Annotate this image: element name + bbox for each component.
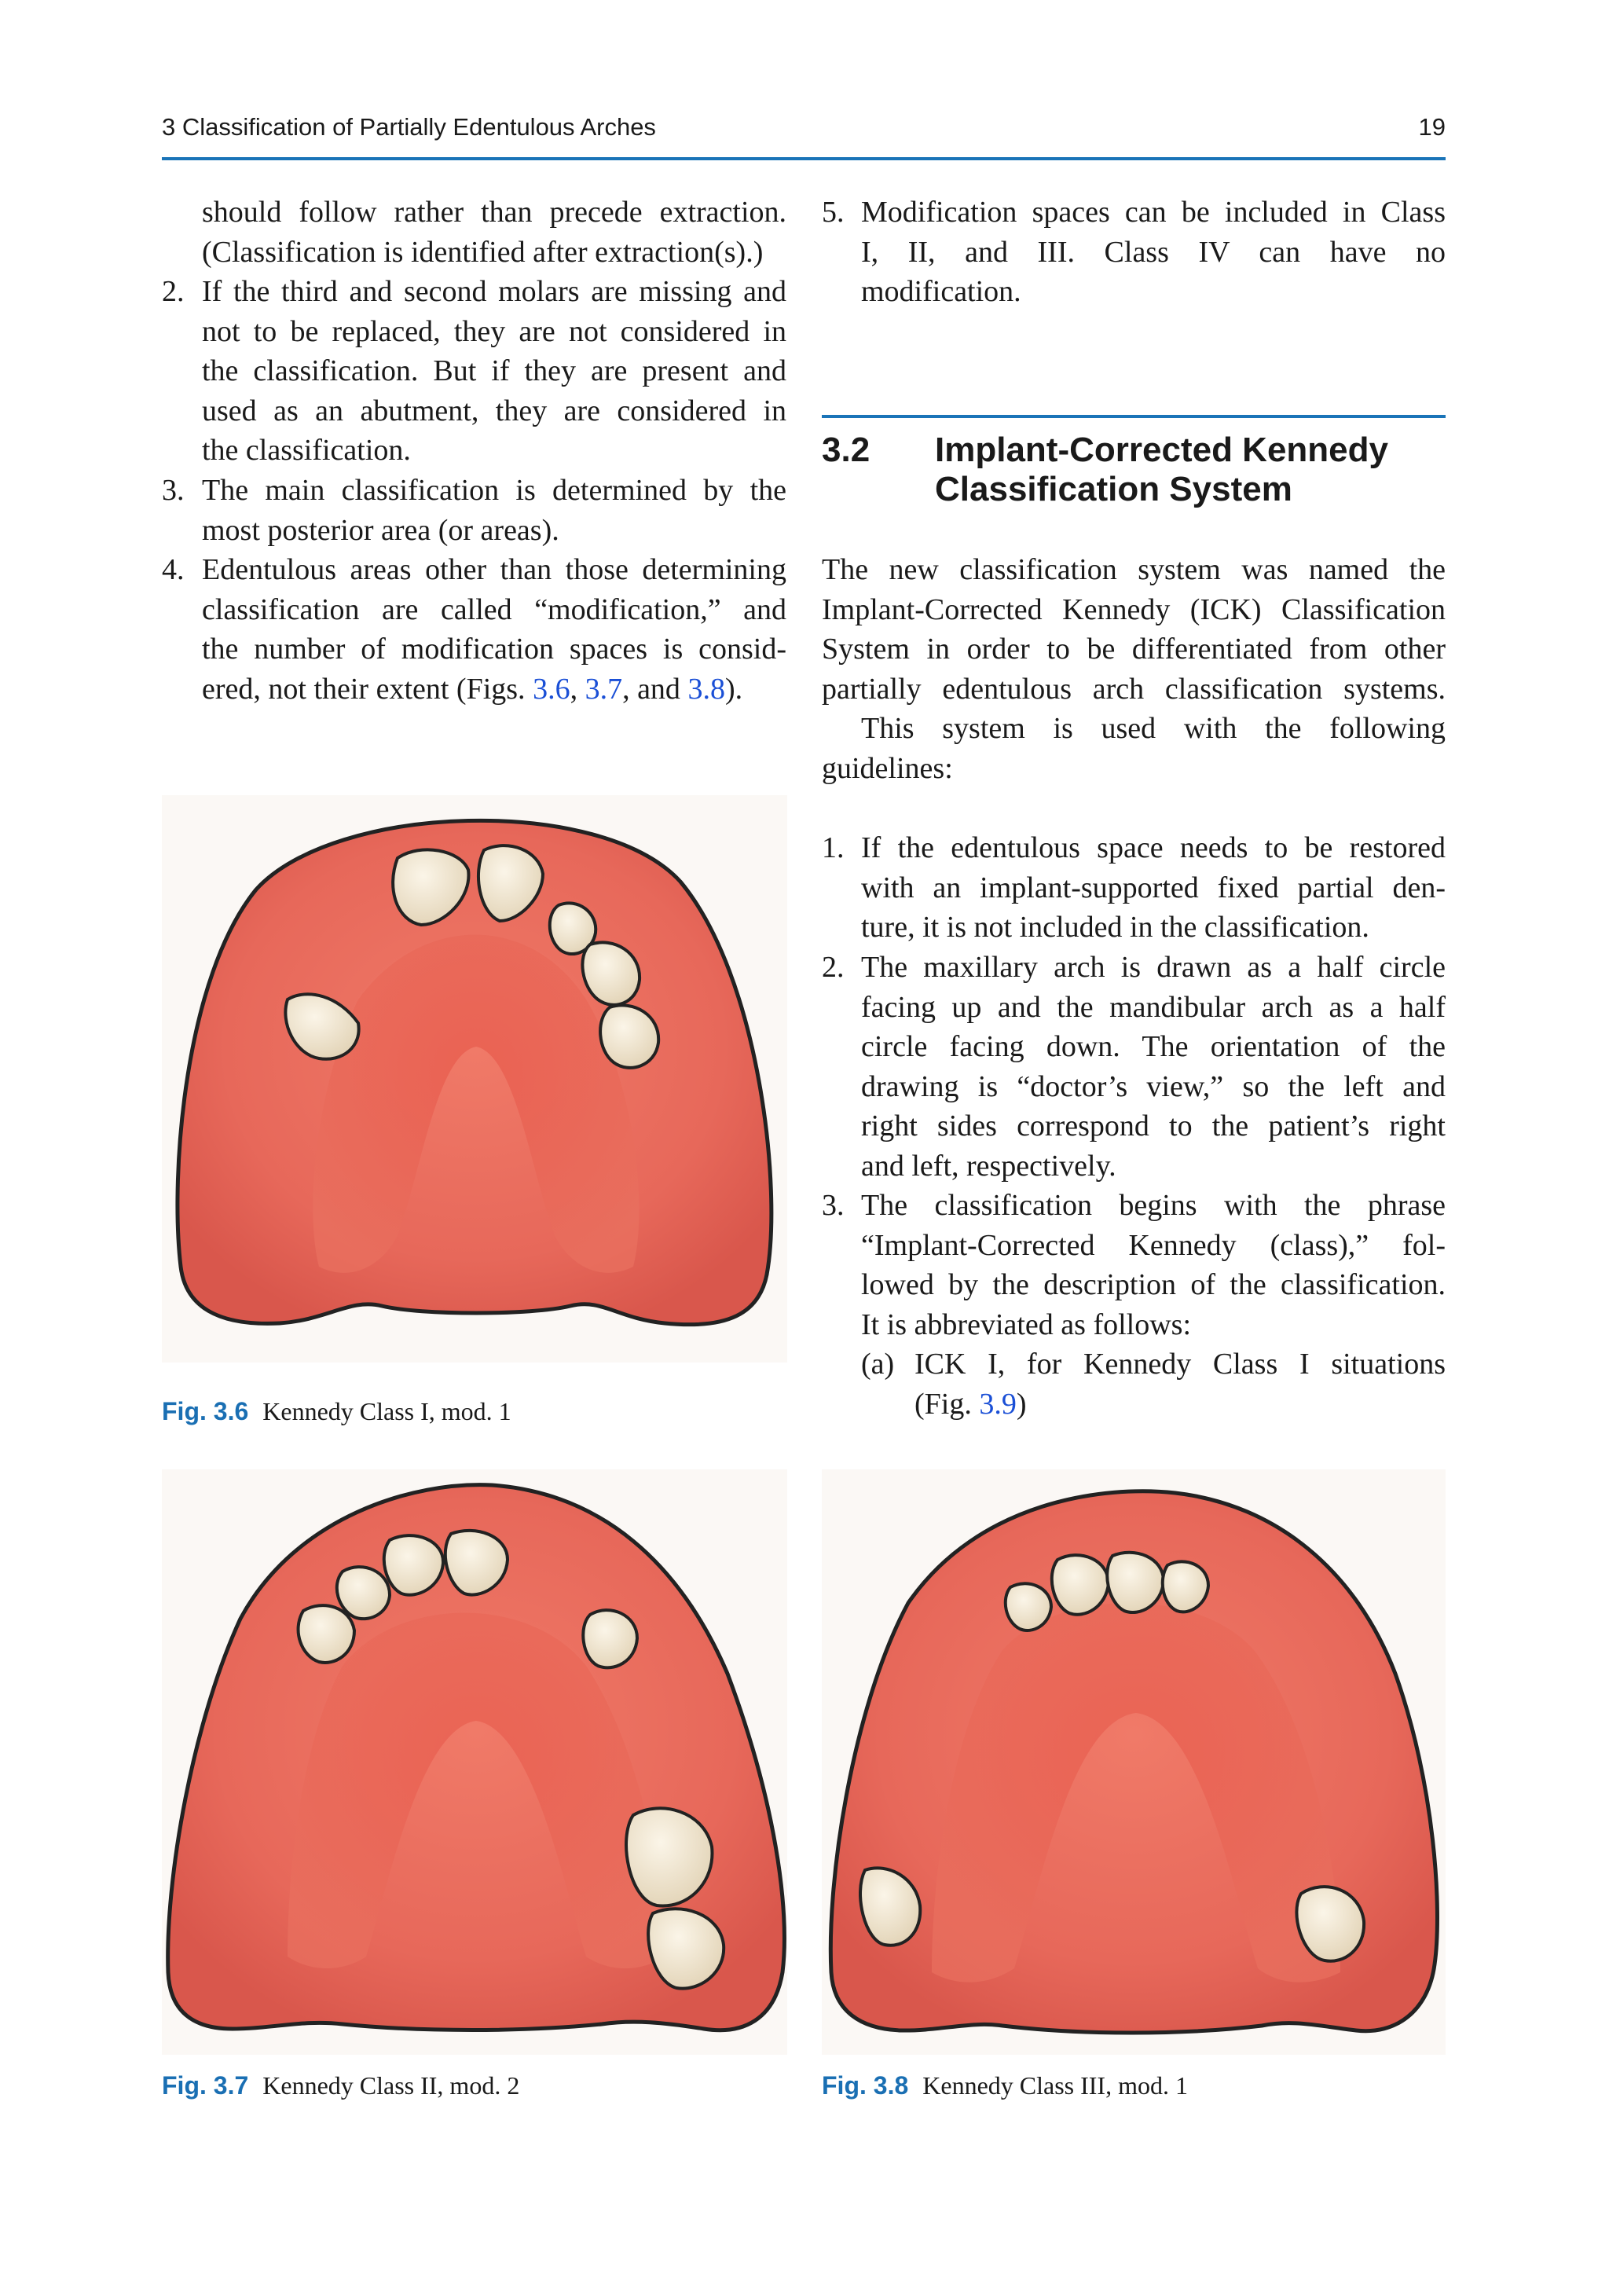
figure-link-3-6[interactable]: 3.6 bbox=[533, 672, 570, 706]
running-header bbox=[162, 110, 1446, 160]
text-line: and left, respectively. bbox=[861, 1149, 1116, 1183]
figure-3-6-illustration bbox=[162, 795, 787, 1363]
text-line: guidelines: bbox=[822, 751, 953, 785]
text-line: Implant-Corrected Kennedy (ICK) Classification bbox=[822, 592, 1446, 626]
text-line: Modification spaces can be included in Class bbox=[861, 196, 1446, 229]
tooth bbox=[384, 1535, 443, 1595]
list-number: 4. bbox=[162, 553, 185, 586]
text-line: partially edentulous arch classification systems. bbox=[822, 672, 1446, 706]
tooth bbox=[1052, 1555, 1109, 1615]
tooth bbox=[600, 1005, 658, 1067]
caption-text: Kennedy Class I, mod. 1 bbox=[262, 1397, 511, 1425]
text-line: ture, it is not included in the classification. bbox=[861, 911, 1369, 944]
figure-label: Fig. 3.6 bbox=[162, 1397, 249, 1425]
text-line: the classification. But if they are present and bbox=[202, 354, 786, 387]
text-line: right sides correspond to the patient’s right bbox=[861, 1109, 1446, 1142]
text-line: ICK I, for Kennedy Class I situations bbox=[914, 1348, 1446, 1381]
text-line-with-ref bbox=[914, 1385, 1446, 1425]
text-span: ). bbox=[724, 672, 743, 706]
chapter-title: 3 Classification of Partially Edentulous Arches bbox=[162, 113, 656, 141]
left-intro bbox=[202, 193, 786, 272]
tooth bbox=[337, 1567, 390, 1619]
figure-label: Fig. 3.7 bbox=[162, 2071, 249, 2100]
text-line: “Implant-Corrected Kennedy (class),” fol- bbox=[861, 1228, 1446, 1262]
text-line: The classification begins with the phrase bbox=[861, 1189, 1446, 1222]
text-line: the number of modification spaces is consid- bbox=[202, 633, 786, 666]
section-title-line: Classification System bbox=[935, 470, 1292, 508]
text-line: circle facing down. The orientation of the bbox=[861, 1030, 1446, 1063]
list-number: 1. bbox=[822, 831, 845, 864]
text-line: The new classification system was named the bbox=[822, 553, 1446, 586]
figure-3-7-caption bbox=[162, 2071, 519, 2100]
text-line: If the edentulous space needs to be restored bbox=[861, 831, 1446, 864]
list-number: 2. bbox=[822, 951, 845, 984]
text-line: with an implant-supported fixed partial den- bbox=[861, 871, 1446, 904]
text-span: ered, not their extent (Figs. bbox=[202, 672, 533, 706]
figure-3-8-caption bbox=[822, 2071, 1188, 2100]
text-line: facing up and the mandibular arch as a half bbox=[861, 990, 1446, 1024]
text-line: The maxillary arch is drawn as a half circle bbox=[861, 951, 1446, 984]
tooth bbox=[1163, 1561, 1208, 1612]
figure-link-3-8[interactable]: 3.8 bbox=[687, 672, 725, 706]
list-number: (a) bbox=[861, 1348, 895, 1381]
text-line: not to be replaced, they are not considered in bbox=[202, 314, 786, 348]
list-number: 2. bbox=[162, 275, 185, 308]
paragraph-2 bbox=[822, 709, 1446, 788]
figure-label: Fig. 3.8 bbox=[822, 2071, 909, 2100]
text-line: The main classification is determined by the bbox=[202, 474, 786, 507]
text-line: the classification. bbox=[202, 434, 411, 467]
text-span: ) bbox=[1016, 1387, 1027, 1421]
text-line: used as an abutment, they are considered in bbox=[202, 394, 786, 427]
paragraph-1 bbox=[822, 550, 1446, 709]
section-number: 3.2 bbox=[822, 431, 870, 469]
text-line: modification. bbox=[861, 275, 1021, 308]
text-line: If the third and second molars are missing and bbox=[202, 275, 786, 308]
text-line: drawing is “doctor’s view,” so the left and bbox=[861, 1069, 1446, 1103]
figure-3-6-caption bbox=[162, 1397, 511, 1426]
text-span: (Fig. bbox=[914, 1387, 980, 1421]
list-number: 5. bbox=[822, 196, 845, 229]
text-line: should follow rather than precede extraction. bbox=[202, 196, 786, 229]
caption-text: Kennedy Class III, mod. 1 bbox=[922, 2071, 1188, 2100]
text-span: , bbox=[570, 672, 585, 706]
tooth bbox=[648, 1909, 724, 1988]
list-number: 3. bbox=[162, 474, 185, 507]
text-line: I, II, and III. Class IV can have no bbox=[861, 235, 1446, 269]
text-line: lowed by the description of the classification. bbox=[861, 1268, 1446, 1301]
figure-link-3-7[interactable]: 3.7 bbox=[585, 672, 623, 706]
tooth bbox=[299, 1605, 354, 1663]
page-number: 19 bbox=[1418, 113, 1446, 141]
figure-3-8-illustration bbox=[822, 1469, 1446, 2055]
section-title-line: Implant-Corrected Kennedy bbox=[935, 431, 1388, 469]
text-line-with-refs bbox=[202, 669, 786, 710]
text-span: , and bbox=[622, 672, 688, 706]
tooth bbox=[1006, 1583, 1051, 1630]
section-rule bbox=[822, 415, 1446, 418]
text-line: most posterior area (or areas). bbox=[202, 513, 559, 547]
text-line: (Classification is identified after extraction(s).) bbox=[202, 235, 764, 269]
figure-link-3-9[interactable]: 3.9 bbox=[979, 1387, 1017, 1421]
gum-outline bbox=[178, 820, 772, 1324]
tooth bbox=[583, 1610, 637, 1667]
text-line: This system is used with the following bbox=[861, 712, 1446, 745]
list-number: 3. bbox=[822, 1189, 845, 1222]
text-line: It is abbreviated as follows: bbox=[861, 1308, 1192, 1341]
caption-text: Kennedy Class II, mod. 2 bbox=[262, 2071, 520, 2100]
figure-3-7-illustration bbox=[162, 1469, 787, 2055]
text-line: classification are called “modification,” and bbox=[202, 592, 786, 626]
tooth bbox=[1107, 1553, 1164, 1612]
text-line: Edentulous areas other than those determining bbox=[202, 553, 786, 586]
text-line: System in order to be differentiated from other bbox=[822, 633, 1446, 666]
section-title bbox=[935, 431, 1388, 509]
